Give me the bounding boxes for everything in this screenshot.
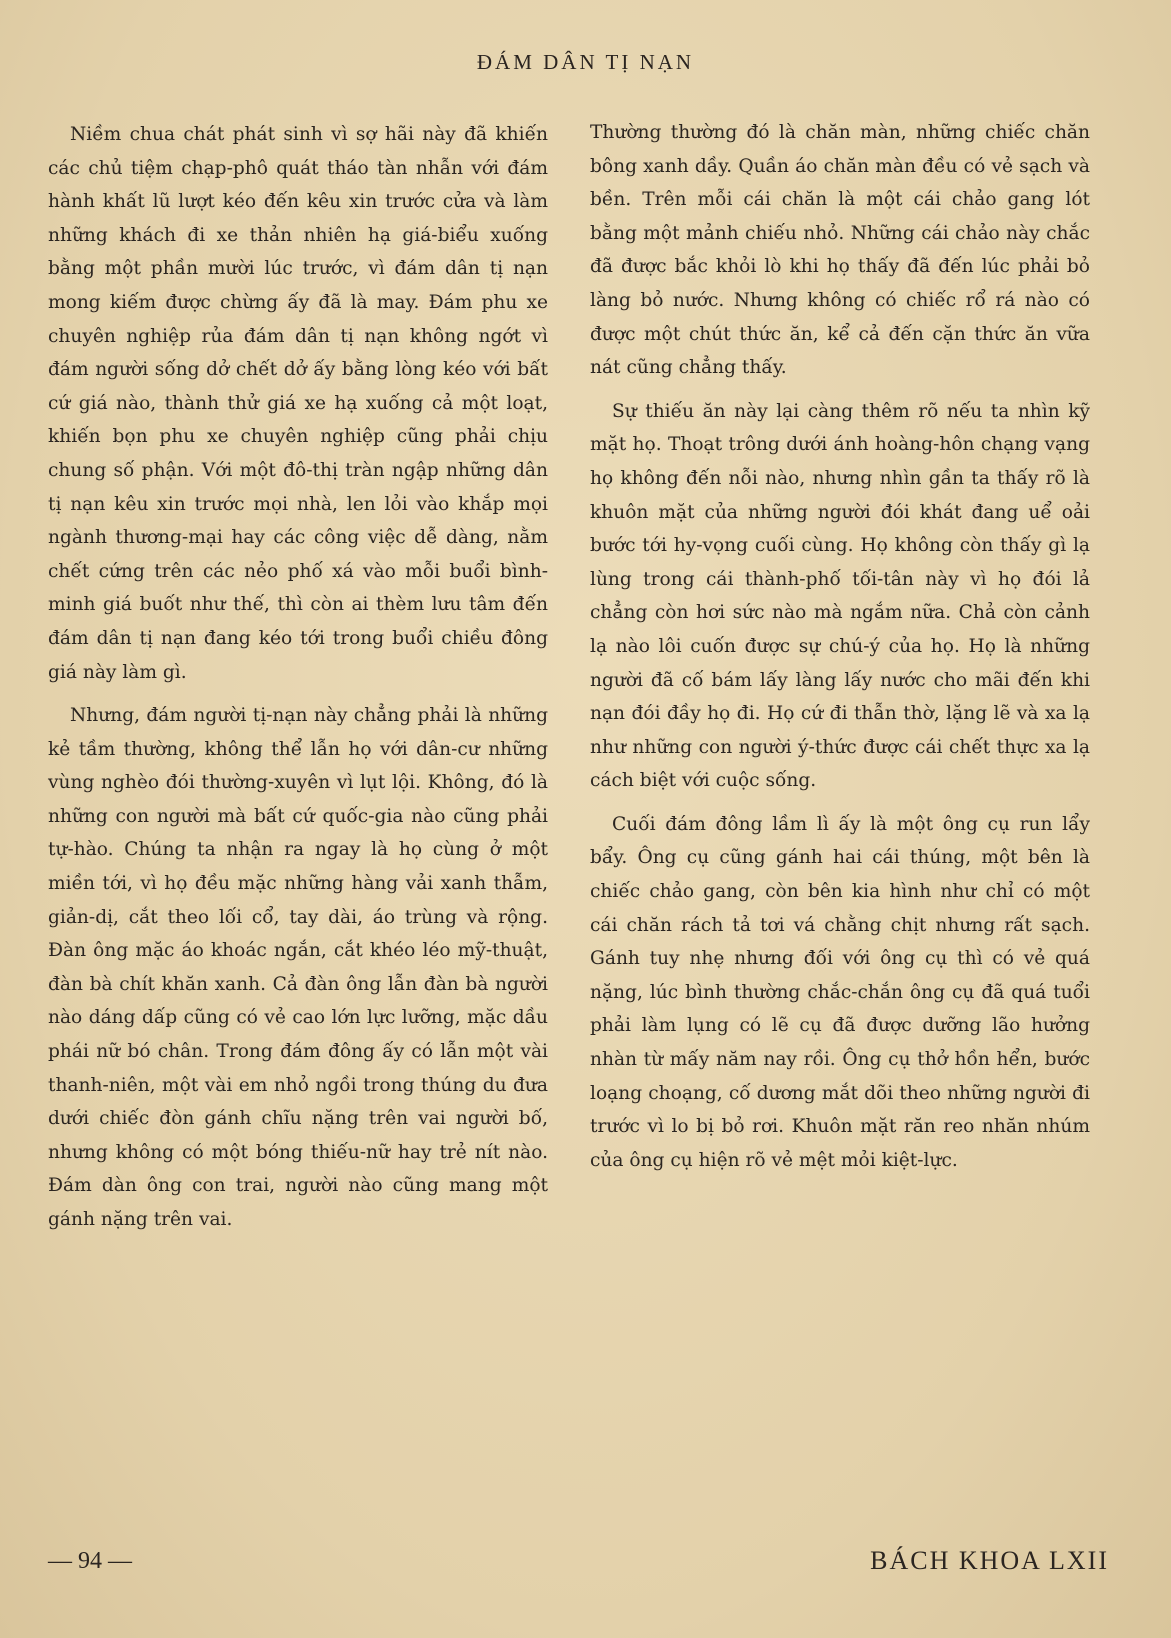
paragraph: Niềm chua chát phát sinh vì sợ hãi này đã khiến các chủ tiệm chạp-phô quát tháo tàn nhẫn với đám hành khất lũ lượt kéo đến kêu xin trước cửa và làm những khách đi xe thản nhiên hạ giá-biểu xuống bằng một phần mười lúc trước, vì đám dân tị nạn mong kiếm được chừng ấy đã là may. Đám phu xe chuyên nghiệp rủa đám dân tị nạn không ngớt vì đám người sống dở chết dở ấy bằng lòng kéo với bất cứ giá nào, thành thử giá xe hạ xuống cả một loạt, khiến bọn phu xe chuyên nghiệp cũng phải chịu chung số phận. Với một đô-thị tràn ngập những dân tị nạn kêu xin trước mọi nhà, len lỏi vào khắp mọi ngành thương-mại hay các công việc dễ dàng, nằm chết cứng trên các nẻo phố xá vào mỗi buổi bình-minh giá buốt như thế, thì còn ai thèm lưu tâm đến đám dân tị nạn đang kéo tới trong buổi chiều đông giá này làm gì. bbox=[48, 124, 548, 683]
paragraph: Sự thiếu ăn này lại càng thêm rõ nếu ta nhìn kỹ mặt họ. Thoạt trông dưới ánh hoàng-hôn chạng vạng họ không đến nỗi nào, nhưng nhìn gần ta thấy rõ là khuôn mặt của những người đói khát đang uể oải bước tới hy-vọng cuối cùng. Họ không còn thấy gì lạ lùng trong cái thành-phố tối-tân này vì họ đói lả chẳng còn hơi sức nào mà ngắm nữa. Chả còn cảnh lạ nào lôi cuốn được sự chú-ý của họ. Họ là những người đã cố bám lấy làng lấy nước cho mãi đến khi nạn đói đầy họ đi. Họ cứ đi thẫn thờ, lặng lẽ và xa lạ như những con người ý-thức được cái chết thực xa lạ cách biệt với cuộc sống. bbox=[590, 400, 1090, 792]
paragraph: Thường thường đó là chăn màn, những chiếc chăn bông xanh dầy. Quần áo chăn màn đều có vẻ sạch và bền. Trên mỗi cái chăn là một cái chảo gang lót bằng một mảnh chiếu nhỏ. Những cái chảo này chắc đã được bắc khỏi lò khi họ thấy đã đến lúc phải bỏ làng bỏ nước. Nhưng không có chiếc rổ rá nào có được một chút thức ăn, kể cả đến cặn thức ăn vữa nát cũng chẳng thấy. bbox=[590, 122, 1090, 379]
journal-title: BÁCH KHOA LXII bbox=[870, 1546, 1109, 1575]
right-column bbox=[590, 116, 1090, 1177]
page-number: — 94 — bbox=[48, 1548, 132, 1574]
paragraph: Nhưng, đám người tị-nạn này chẳng phải là những kẻ tầm thường, không thể lẫn họ với dân-cư những vùng nghèo đói thường-xuyên vì lụt lội. Không, đó là những con người mà bất cứ quốc-gia nào cũng phải tự-hào. Chúng ta nhận ra ngay là họ cùng ở một miền tới, vì họ đều mặc những hàng vải xanh thẫm, giản-dị, cắt theo lối cổ, tay dài, áo trùng và rộng. Đàn ông mặc áo khoác ngắn, cắt khéo léo mỹ-thuật, đàn bà chít khăn xanh. Cả đàn ông lẫn đàn bà người nào dáng dấp cũng có vẻ cao lớn lực lưỡng, mặc dầu phái nữ bó chân. Trong đám đông ấy có lẫn một vài thanh-niên, một vài em nhỏ ngồi trong thúng du đưa dưới chiếc đòn gánh chĩu nặng trên vai người bố, nhưng không có một bóng thiếu-nữ hay trẻ nít nào. Đám dàn ông con trai, người nào cũng mang một gánh nặng trên vai. bbox=[48, 705, 548, 1230]
running-title: ĐÁM DÂN TỊ NẠN bbox=[476, 50, 695, 74]
paragraph: Cuối đám đông lầm lì ấy là một ông cụ run lẩy bẩy. Ông cụ cũng gánh hai cái thúng, một bên là chiếc chảo gang, còn bên kia hình như chỉ có một cái chăn rách tả tơi vá chằng chịt nhưng rất sạch. Gánh tuy nhẹ nhưng đối với ông cụ thì có vẻ quá nặng, lúc bình thường chắc-chắn ông cụ đã quá tuổi phải làm lụng có lẽ cụ đã được dưỡng lão hưởng nhàn từ mấy năm nay rồi. Ông cụ thở hồn hển, bước loạng choạng, cố dương mắt dõi theo những người đi trước vì lo bị bỏ rơi. Khuôn mặt răn reo nhăn nhúm của ông cụ hiện rõ vẻ mệt mỏi kiệt-lực. bbox=[590, 813, 1090, 1171]
left-column bbox=[48, 118, 548, 1237]
